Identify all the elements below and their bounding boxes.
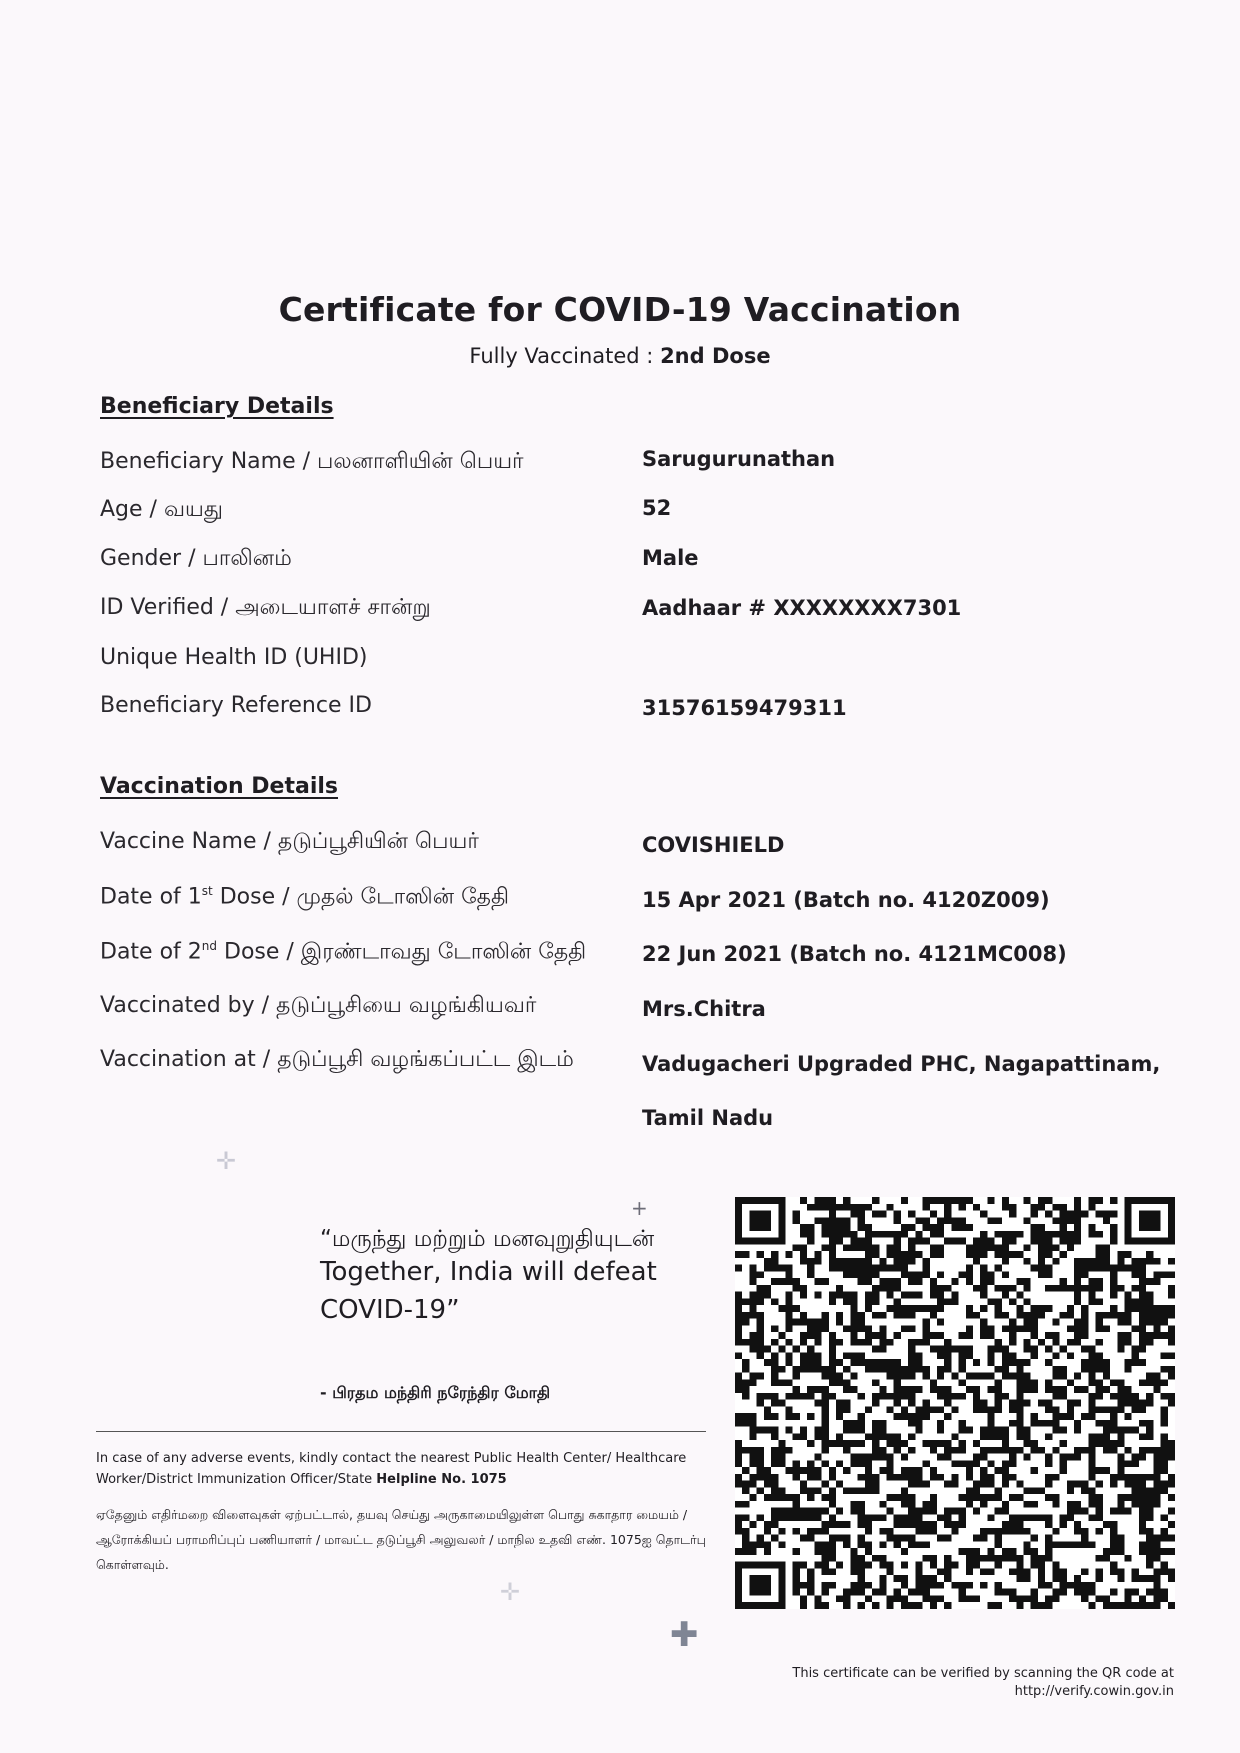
dose2-label-rest: Dose / இரண்டாவது டோஸின் தேதி [217, 939, 587, 965]
age-label: Age / வயது [100, 497, 223, 522]
decorative-plus-icon: ✛ [216, 1147, 237, 1175]
id-verified-value: Aadhaar # XXXXXXXX7301 [642, 596, 962, 620]
pm-quote [320, 1225, 700, 1329]
verification-text: This certificate can be verified by scanning the QR code at [792, 1666, 1174, 1681]
vaccinated-by-label: Vaccinated by / தடுப்பூசியை வழங்கியவர் [100, 993, 537, 1018]
beneficiary-reference-id-label: Beneficiary Reference ID [100, 693, 372, 718]
quote-tamil: “மருந்து மற்றும் மனவுறுதியுடன் [320, 1226, 655, 1252]
beneficiary-name-value: Sarugurunathan [642, 447, 836, 471]
note-text: In case of any adverse events, kindly contact the nearest Public Health Center/ Healthcare Worker/District Immunization Officer/State [96, 1451, 687, 1487]
status-prefix: Fully Vaccinated : [469, 344, 661, 368]
vaccine-name-label: Vaccine Name / தடுப்பூசியின் பெயர் [100, 829, 479, 854]
id-verified-label: ID Verified / அடையாளச் சான்று [100, 595, 431, 620]
gender-label: Gender / பாலினம் [100, 546, 292, 571]
gender-value: Male [642, 546, 699, 570]
quote-english: Together, India will defeat COVID-19” [320, 1257, 657, 1325]
vaccination-details-heading: Vaccination Details [100, 774, 339, 799]
dose1-date-label [100, 884, 509, 912]
vaccination-status [0, 344, 1240, 368]
decorative-plus-icon: ✚ [670, 1615, 699, 1655]
beneficiary-name-label: Beneficiary Name / பலனாளியின் பெயர் [100, 449, 524, 474]
decorative-plus-icon: ✛ [500, 1578, 521, 1606]
dose1-label-rest: Dose / முதல் டோஸின் தேதி [212, 884, 510, 910]
helpline-number: Helpline No. 1075 [376, 1472, 507, 1487]
dose2-label-text: Date of 2 [100, 939, 202, 965]
dose2-date-value: 22 Jun 2021 (Batch no. 4121MC008) [642, 942, 1067, 966]
dose2-date-label [100, 939, 586, 967]
vaccinated-by-value: Mrs.Chitra [642, 997, 766, 1021]
verification-url: http://verify.cowin.gov.in [1014, 1684, 1174, 1699]
dose1-ordinal: st [201, 884, 213, 898]
age-value: 52 [642, 496, 672, 520]
certificate-title: Certificate for COVID-19 Vaccination [278, 290, 962, 329]
vaccine-name-value: COVISHIELD [642, 833, 785, 857]
dose1-label-text: Date of 1 [100, 884, 202, 910]
dose1-date-value: 15 Apr 2021 (Batch no. 4120Z009) [642, 888, 1050, 912]
verification-qr-code [735, 1197, 1175, 1609]
decorative-plus-icon: + [631, 1196, 648, 1220]
divider [96, 1431, 706, 1432]
adverse-events-note-tamil: ஏதேனும் எதிர்மறை விளைவுகள் ஏற்பட்டால், தயவு செய்து அருகாமையிலுள்ள பொது சுகாதார மையம் / ஆரோக்கியப் பராமரிப்புப் பணியாளர் / மாவட்ட தடுப்பூசி அலுவலர் / மாநில உதவி எண். 1075ஐ தொடர்பு கொள்ளவும். [96, 1507, 706, 1572]
dose2-ordinal: nd [201, 939, 218, 953]
beneficiary-details-heading: Beneficiary Details [100, 394, 334, 419]
dose-status: 2nd Dose [660, 344, 771, 368]
vaccinated-at-label: Vaccination at / தடுப்பூசி வழங்கப்பட்ட இடம் [100, 1047, 574, 1072]
adverse-events-note-english [96, 1448, 706, 1490]
quote-author: - பிரதம மந்திரி நரேந்திர மோதி [320, 1383, 551, 1402]
verification-note [700, 1665, 1174, 1701]
beneficiary-reference-id-value: 31576159479311 [642, 696, 847, 720]
uhid-label: Unique Health ID (UHID) [100, 645, 368, 670]
vaccinated-at-value: Vadugacheri Upgraded PHC, Nagapattinam, Tamil Nadu [642, 1052, 1161, 1130]
